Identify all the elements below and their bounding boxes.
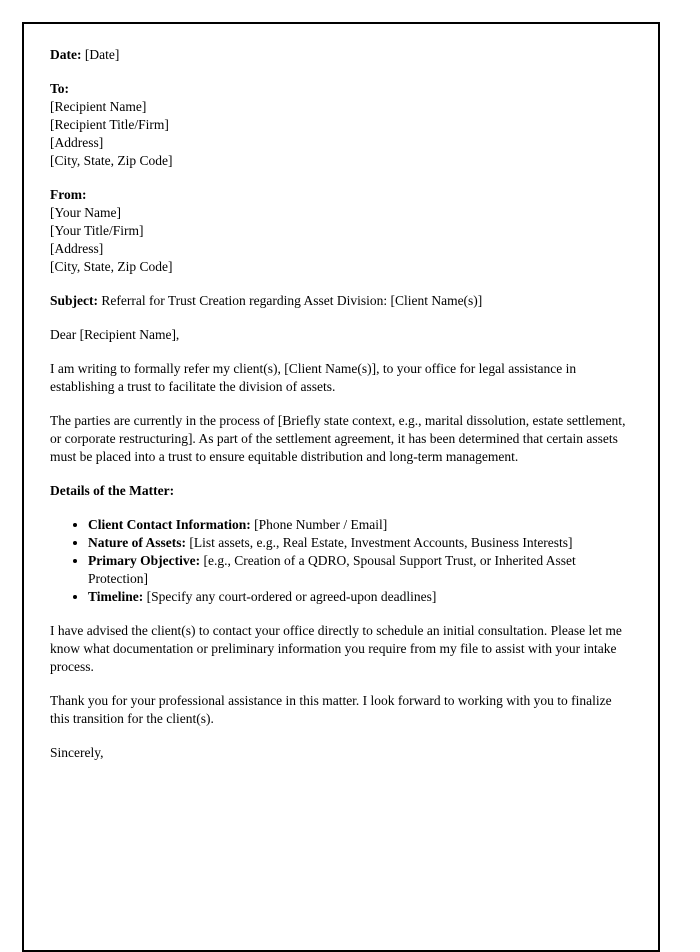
list-item: [88, 588, 632, 606]
bullet-value: [Phone Number / Email]: [254, 517, 388, 532]
bullet-value: [e.g., Creation of a QDRO, Spousal Support Trust, or Inherited Asset Protection]: [88, 553, 576, 586]
paragraph-context: The parties are currently in the process of [Briefly state context, e.g., marital dissolution, estate settlement, or corporate restructuring]. As part of the settlement agreement, it has been determined that certain assets must be placed into a trust to ensure equitable distribution and long-term management.: [50, 413, 626, 464]
from-label: From:: [50, 187, 87, 202]
recipient-title-firm: [Recipient Title/Firm]: [50, 117, 169, 132]
list-item: [88, 552, 632, 588]
sender-city-state-zip: [City, State, Zip Code]: [50, 259, 173, 274]
recipient-address: [Address]: [50, 135, 104, 150]
paragraph-thanks: Thank you for your professional assistance in this matter. I look forward to working with you to finalize this transition for the client(s).: [50, 693, 612, 726]
subject-value: Referral for Trust Creation regarding Asset Division: [Client Name(s)]: [101, 293, 483, 308]
closing: Sincerely,: [50, 745, 104, 760]
subject-line: [50, 292, 632, 310]
letter-document: [22, 22, 660, 952]
bullet-label: Timeline:: [88, 589, 144, 604]
details-list: [50, 516, 632, 606]
bullet-label: Primary Objective:: [88, 553, 201, 568]
recipient-name: [Recipient Name]: [50, 99, 147, 114]
sender-name: [Your Name]: [50, 205, 121, 220]
list-item: [88, 534, 632, 552]
bullet-label: Nature of Assets:: [88, 535, 186, 550]
salutation: Dear [Recipient Name],: [50, 327, 180, 342]
bullet-value: [List assets, e.g., Real Estate, Investment Accounts, Business Interests]: [189, 535, 573, 550]
recipient-block: [50, 80, 632, 170]
paragraph-intro: I am writing to formally refer my client(s), [Client Name(s)], to your office for legal assistance in establishing a trust to facilitate the division of assets.: [50, 361, 577, 394]
list-item: [88, 516, 632, 534]
sender-block: [50, 186, 632, 276]
bullet-value: [Specify any court-ordered or agreed-upon deadlines]: [146, 589, 437, 604]
to-label: To:: [50, 81, 70, 96]
date-line: [50, 46, 632, 64]
paragraph-consultation: I have advised the client(s) to contact your office directly to schedule an initial consultation. Please let me know what documentation or preliminary information you require from my file to assist with your intake process.: [50, 623, 622, 674]
sender-address: [Address]: [50, 241, 104, 256]
date-value: [Date]: [84, 47, 120, 62]
recipient-city-state-zip: [City, State, Zip Code]: [50, 153, 173, 168]
sender-title-firm: [Your Title/Firm]: [50, 223, 144, 238]
date-label: Date:: [50, 47, 82, 62]
subject-label: Subject:: [50, 293, 98, 308]
details-heading: Details of the Matter:: [50, 483, 175, 498]
bullet-label: Client Contact Information:: [88, 517, 251, 532]
